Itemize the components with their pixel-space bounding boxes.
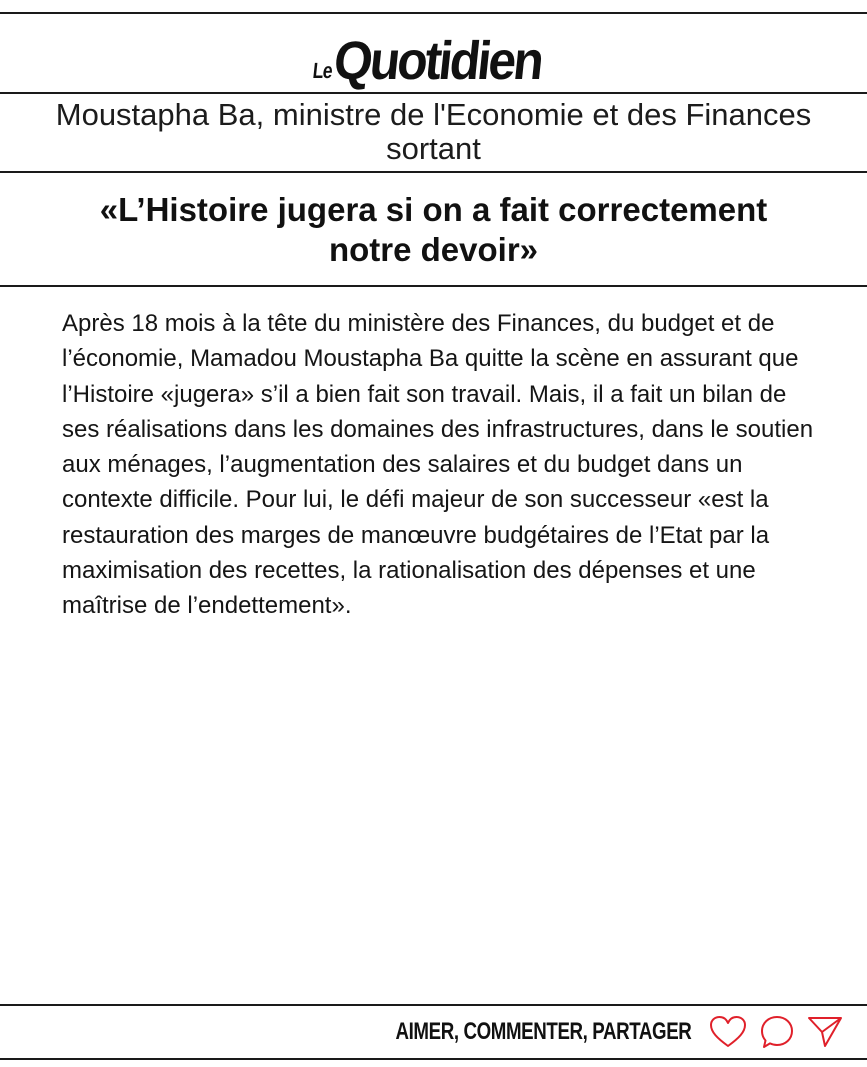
comment-button[interactable] (759, 1014, 795, 1050)
footer-bottom-rule (0, 1058, 867, 1060)
article-subtitle: Moustapha Ba, ministre de l'Economie et des Finances sortant (55, 97, 812, 166)
comment-icon (759, 1014, 795, 1050)
like-button[interactable] (709, 1015, 747, 1049)
masthead-rule (0, 92, 867, 94)
article-headline: «L’Histoire jugera si on a fait correctement notre devoir» (99, 191, 768, 268)
subtitle-rule (0, 171, 867, 173)
headline-rule (0, 285, 867, 287)
masthead (0, 14, 867, 92)
heart-icon (709, 1015, 747, 1049)
send-icon (807, 1015, 843, 1049)
footer-actions (0, 1006, 867, 1058)
logo-prefix: Le (311, 58, 333, 83)
share-button[interactable] (807, 1015, 843, 1049)
logo-name: Quotidien (330, 31, 544, 91)
logo[interactable] (306, 31, 562, 92)
actions-label: AIMER, COMMENTER, PARTAGER (395, 1018, 691, 1045)
article-body: Après 18 mois à la tête du ministère des Finances, du budget et de l’économie, Mamadou Moustapha Ba quitte la scène en assurant que l’Histoire «jugera» s’il a bien fait son travail. Mais, il a fait un bilan de ses réalisations dans les domaines des infrastructures, dans le soutien aux ménages, l’augmentation des salaires et du budget dans un contexte difficile. Pour lui, le défi majeur de son successeur «est la restauration des marges de manœuvre budgétaires de l’Etat par la maximisation des recettes, la rationalisation des dépenses et une maîtrise de l’endettement». (62, 310, 814, 620)
